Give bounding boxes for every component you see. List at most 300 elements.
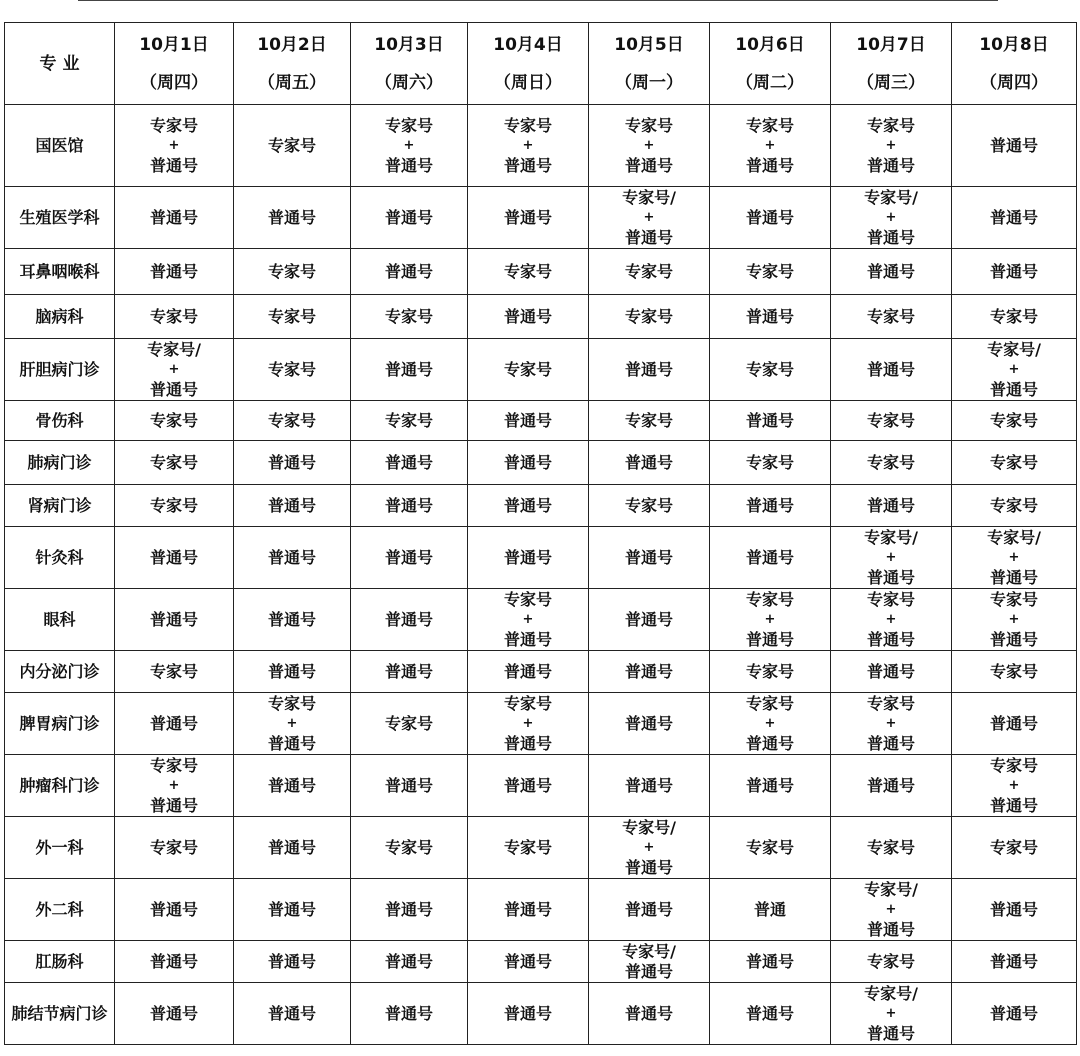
schedule-cell xyxy=(952,651,1077,693)
schedule-cell xyxy=(710,441,831,485)
schedule-cell xyxy=(351,339,468,401)
registration-type-text: 专家号 xyxy=(866,452,915,472)
schedule-cell xyxy=(589,295,710,339)
registration-type-text: 普通号 xyxy=(267,495,316,515)
registration-type-text: + xyxy=(1008,611,1020,627)
registration-type-text: 普通号 xyxy=(866,495,915,515)
schedule-cell xyxy=(234,693,351,755)
schedule-cell xyxy=(952,105,1077,187)
registration-type-text: + xyxy=(764,715,776,731)
schedule-cell xyxy=(710,249,831,295)
schedule-cell xyxy=(952,187,1077,249)
schedule-body xyxy=(5,105,1077,1045)
schedule-cell xyxy=(952,295,1077,339)
schedule-cell xyxy=(710,755,831,817)
schedule-cell xyxy=(115,401,234,441)
schedule-cell xyxy=(115,187,234,249)
schedule-cell xyxy=(952,527,1077,589)
schedule-cell xyxy=(234,589,351,651)
schedule-cell xyxy=(952,339,1077,401)
schedule-cell xyxy=(589,105,710,187)
registration-type-text: 普通号 xyxy=(745,775,794,795)
schedule-cell xyxy=(589,339,710,401)
table-row xyxy=(5,295,1077,339)
table-row xyxy=(5,817,1077,879)
schedule-cell xyxy=(468,817,589,879)
registration-type-text: 专家号 xyxy=(745,115,794,135)
schedule-cell xyxy=(831,941,952,983)
registration-type-text: 普通号 xyxy=(624,547,673,567)
table-row xyxy=(5,249,1077,295)
schedule-cell xyxy=(115,941,234,983)
registration-type-text: 普通号 xyxy=(745,629,794,649)
weekday-label: （周四） xyxy=(140,72,208,93)
registration-type-text: 普通号 xyxy=(624,359,673,379)
registration-type-text: 普通号 xyxy=(149,207,198,227)
registration-type-text: 专家号 xyxy=(384,837,433,857)
schedule-cell xyxy=(468,441,589,485)
registration-type-text: + xyxy=(1008,361,1020,377)
department-cell: 骨伤科 xyxy=(5,401,115,441)
schedule-cell xyxy=(468,755,589,817)
registration-type-text: 专家号 xyxy=(624,115,673,135)
department-cell: 外二科 xyxy=(5,879,115,941)
registration-type-text: 普通号 xyxy=(745,1003,794,1023)
schedule-cell xyxy=(468,249,589,295)
registration-type-text: + xyxy=(885,137,897,153)
registration-type-text: 专家号 xyxy=(503,837,552,857)
registration-type-text: + xyxy=(764,611,776,627)
registration-type-text: 普通号 xyxy=(745,547,794,567)
registration-type-text: 专家号 xyxy=(745,261,794,281)
registration-type-text: 普通号 xyxy=(866,733,915,753)
schedule-cell xyxy=(234,941,351,983)
registration-type-text: 普通号 xyxy=(624,452,673,472)
registration-type-text: + xyxy=(403,137,415,153)
registration-type-text: 普通号 xyxy=(624,775,673,795)
registration-type-text: 普通号 xyxy=(267,609,316,629)
registration-type-text: 普通号 xyxy=(745,733,794,753)
schedule-cell xyxy=(831,651,952,693)
registration-type-text: 专家号 xyxy=(624,495,673,515)
table-row xyxy=(5,941,1077,983)
schedule-cell xyxy=(589,249,710,295)
registration-type-text: 普通号 xyxy=(384,359,433,379)
schedule-cell xyxy=(351,941,468,983)
department-cell: 肿瘤科门诊 xyxy=(5,755,115,817)
registration-type-text: 专家号 xyxy=(989,495,1038,515)
schedule-cell xyxy=(351,983,468,1045)
schedule-cell xyxy=(234,879,351,941)
schedule-cell xyxy=(234,339,351,401)
schedule-cell xyxy=(234,105,351,187)
registration-type-text: + xyxy=(885,209,897,225)
registration-type-text: 普通号 xyxy=(989,951,1038,971)
registration-type-text: 普通号 xyxy=(503,207,552,227)
schedule-cell xyxy=(468,589,589,651)
schedule-cell xyxy=(831,339,952,401)
schedule-cell xyxy=(831,295,952,339)
schedule-cell xyxy=(710,693,831,755)
registration-type-text: 专家号 xyxy=(989,452,1038,472)
weekday-label: （周三） xyxy=(857,72,925,93)
registration-type-text: 普通号 xyxy=(989,713,1038,733)
schedule-cell xyxy=(115,589,234,651)
registration-type-text: 普通号 xyxy=(149,1003,198,1023)
schedule-cell xyxy=(831,441,952,485)
registration-type-text: 专家号 xyxy=(624,306,673,326)
department-cell: 肛肠科 xyxy=(5,941,115,983)
registration-type-text: 普通号 xyxy=(745,207,794,227)
schedule-cell xyxy=(831,105,952,187)
table-row xyxy=(5,485,1077,527)
registration-type-text: 普通号 xyxy=(624,961,673,981)
date-label: 10月6日 xyxy=(735,34,805,55)
registration-type-text: 专家号 xyxy=(384,115,433,135)
registration-type-text: 普通号 xyxy=(745,410,794,430)
registration-type-text: 普通号 xyxy=(989,135,1038,155)
registration-type-text: 专家号 xyxy=(503,115,552,135)
date-label: 10月3日 xyxy=(374,34,444,55)
registration-type-text: 普通号 xyxy=(503,733,552,753)
registration-type-text: + xyxy=(168,361,180,377)
registration-type-text: 专家号 xyxy=(989,755,1038,775)
registration-type-text: + xyxy=(643,839,655,855)
registration-type-text: 专家号/ xyxy=(622,941,676,961)
registration-type-text: + xyxy=(885,1005,897,1021)
registration-type-text: 专家号 xyxy=(989,306,1038,326)
registration-type-text: 普通号 xyxy=(624,713,673,733)
registration-type-text: 专家号 xyxy=(267,359,316,379)
schedule-cell xyxy=(952,817,1077,879)
schedule-cell xyxy=(589,693,710,755)
table-row xyxy=(5,651,1077,693)
schedule-cell xyxy=(952,755,1077,817)
schedule-cell xyxy=(831,755,952,817)
registration-type-text: 专家号 xyxy=(989,589,1038,609)
header-row xyxy=(5,23,1077,105)
registration-type-text: 专家号 xyxy=(745,359,794,379)
registration-type-text: 专家号/ xyxy=(864,983,918,1003)
schedule-cell xyxy=(468,295,589,339)
registration-type-text: 普通号 xyxy=(149,609,198,629)
schedule-cell xyxy=(589,755,710,817)
schedule-cell xyxy=(589,187,710,249)
schedule-cell xyxy=(952,401,1077,441)
schedule-cell xyxy=(468,941,589,983)
registration-type-text: 普通号 xyxy=(624,155,673,175)
registration-type-text: 普通号 xyxy=(503,452,552,472)
registration-type-text: + xyxy=(168,777,180,793)
table-row xyxy=(5,693,1077,755)
schedule-cell xyxy=(952,589,1077,651)
schedule-cell xyxy=(351,401,468,441)
department-cell: 脑病科 xyxy=(5,295,115,339)
holiday-schedule-table xyxy=(4,22,1077,1045)
registration-type-text: 专家号 xyxy=(866,837,915,857)
registration-type-text: + xyxy=(522,137,534,153)
schedule-cell xyxy=(710,527,831,589)
registration-type-text: 普通号 xyxy=(384,452,433,472)
weekday-label: （周日） xyxy=(494,72,562,93)
registration-type-text: 专家号 xyxy=(745,693,794,713)
schedule-cell xyxy=(952,879,1077,941)
table-row xyxy=(5,187,1077,249)
registration-type-text: 专家号 xyxy=(989,661,1038,681)
registration-type-text: 专家号 xyxy=(384,306,433,326)
registration-type-text: 专家号 xyxy=(267,261,316,281)
date-label: 10月1日 xyxy=(139,34,209,55)
date-header xyxy=(589,23,710,105)
schedule-cell xyxy=(351,817,468,879)
department-cell: 生殖医学科 xyxy=(5,187,115,249)
schedule-cell xyxy=(589,941,710,983)
schedule-cell xyxy=(234,817,351,879)
registration-type-text: 普通号 xyxy=(503,661,552,681)
schedule-cell xyxy=(831,983,952,1045)
registration-type-text: 专家号 xyxy=(866,951,915,971)
registration-type-text: 专家号 xyxy=(149,837,198,857)
registration-type-text: 普通号 xyxy=(267,1003,316,1023)
registration-type-text: 专家号 xyxy=(267,693,316,713)
schedule-cell xyxy=(589,441,710,485)
schedule-cell xyxy=(710,105,831,187)
registration-type-text: 普通号 xyxy=(624,661,673,681)
schedule-cell xyxy=(952,941,1077,983)
registration-type-text: 普通号 xyxy=(503,155,552,175)
registration-type-text: 专家号 xyxy=(149,306,198,326)
date-header xyxy=(831,23,952,105)
registration-type-text: 普通号 xyxy=(384,495,433,515)
schedule-cell xyxy=(831,693,952,755)
registration-type-text: 专家号/ xyxy=(864,879,918,899)
registration-type-text: 普通号 xyxy=(267,207,316,227)
registration-type-text: 普通号 xyxy=(989,795,1038,815)
table-row xyxy=(5,755,1077,817)
registration-type-text: 专家号 xyxy=(503,589,552,609)
department-cell: 肾病门诊 xyxy=(5,485,115,527)
schedule-cell xyxy=(589,401,710,441)
registration-type-text: 普通号 xyxy=(624,609,673,629)
registration-type-text: 专家号 xyxy=(745,452,794,472)
registration-type-text: 普通号 xyxy=(384,547,433,567)
registration-type-text: 专家号/ xyxy=(864,527,918,547)
registration-type-text: 普通号 xyxy=(745,951,794,971)
schedule-cell xyxy=(351,755,468,817)
registration-type-text: 普通号 xyxy=(866,775,915,795)
registration-type-text: 普通号 xyxy=(267,452,316,472)
registration-type-text: 普通号 xyxy=(866,155,915,175)
registration-type-text: + xyxy=(643,137,655,153)
schedule-cell xyxy=(234,485,351,527)
date-label: 10月7日 xyxy=(856,34,926,55)
registration-type-text: 专家号 xyxy=(624,410,673,430)
schedule-cell xyxy=(234,187,351,249)
schedule-cell xyxy=(710,187,831,249)
registration-type-text: 专家号 xyxy=(745,661,794,681)
registration-type-text: + xyxy=(168,137,180,153)
department-cell: 眼科 xyxy=(5,589,115,651)
registration-type-text: 普通号 xyxy=(384,951,433,971)
registration-type-text: 普通号 xyxy=(149,379,198,399)
registration-type-text: 专家号 xyxy=(149,755,198,775)
registration-type-text: 普通号 xyxy=(384,775,433,795)
registration-type-text: 普通号 xyxy=(384,899,433,919)
department-cell: 肺结节病门诊 xyxy=(5,983,115,1045)
schedule-cell xyxy=(589,651,710,693)
date-header xyxy=(952,23,1077,105)
registration-type-text: 普通号 xyxy=(503,629,552,649)
schedule-cell xyxy=(351,485,468,527)
date-header xyxy=(468,23,589,105)
registration-type-text: 专家号 xyxy=(866,589,915,609)
registration-type-text: 普通号 xyxy=(989,207,1038,227)
weekday-label: （周一） xyxy=(615,72,683,93)
schedule-cell xyxy=(589,485,710,527)
registration-type-text: 专家号 xyxy=(989,837,1038,857)
weekday-label: （周五） xyxy=(258,72,326,93)
registration-type-text: 专家号 xyxy=(384,410,433,430)
schedule-cell xyxy=(115,983,234,1045)
registration-type-text: 普通号 xyxy=(989,261,1038,281)
registration-type-text: 专家号 xyxy=(149,452,198,472)
registration-type-text: 普通号 xyxy=(267,661,316,681)
registration-type-text: 普通号 xyxy=(384,261,433,281)
registration-type-text: 专家号/ xyxy=(987,527,1041,547)
registration-type-text: 普通号 xyxy=(866,227,915,247)
schedule-cell xyxy=(710,295,831,339)
schedule-cell xyxy=(468,187,589,249)
registration-type-text: 专家号 xyxy=(745,589,794,609)
registration-type-text: + xyxy=(764,137,776,153)
schedule-cell xyxy=(234,441,351,485)
registration-type-text: 普通号 xyxy=(267,775,316,795)
registration-type-text: 专家号 xyxy=(866,693,915,713)
registration-type-text: + xyxy=(522,611,534,627)
department-cell: 内分泌门诊 xyxy=(5,651,115,693)
registration-type-text: 普通号 xyxy=(989,379,1038,399)
schedule-cell xyxy=(115,105,234,187)
schedule-cell xyxy=(831,527,952,589)
registration-type-text: 专家号 xyxy=(745,837,794,857)
schedule-cell xyxy=(351,441,468,485)
registration-type-text: 专家号 xyxy=(503,359,552,379)
registration-type-text: 普通号 xyxy=(866,1023,915,1043)
registration-type-text: 普通号 xyxy=(503,410,552,430)
registration-type-text: 普通号 xyxy=(267,733,316,753)
registration-type-text: 普通号 xyxy=(503,775,552,795)
registration-type-text: 普通号 xyxy=(989,1003,1038,1023)
table-row xyxy=(5,401,1077,441)
table-row xyxy=(5,983,1077,1045)
schedule-cell xyxy=(589,983,710,1045)
schedule-cell xyxy=(468,339,589,401)
registration-type-text: 普通号 xyxy=(745,155,794,175)
registration-type-text: 普通号 xyxy=(745,495,794,515)
registration-type-text: 专家号 xyxy=(989,410,1038,430)
schedule-cell xyxy=(831,589,952,651)
table-row xyxy=(5,589,1077,651)
registration-type-text: 普通号 xyxy=(149,261,198,281)
weekday-label: （周二） xyxy=(736,72,804,93)
schedule-cell xyxy=(115,755,234,817)
schedule-cell xyxy=(710,941,831,983)
schedule-cell xyxy=(115,817,234,879)
registration-type-text: 普通号 xyxy=(624,857,673,877)
registration-type-text: 普通号 xyxy=(866,919,915,939)
registration-type-text: 专家号 xyxy=(149,115,198,135)
table-row xyxy=(5,527,1077,589)
registration-type-text: 普通号 xyxy=(384,1003,433,1023)
schedule-cell xyxy=(468,693,589,755)
registration-type-text: + xyxy=(885,901,897,917)
specialty-header: 专 业 xyxy=(5,23,115,105)
schedule-cell xyxy=(115,295,234,339)
registration-type-text: 专家号 xyxy=(624,261,673,281)
schedule-cell xyxy=(115,441,234,485)
registration-type-text: 普通号 xyxy=(149,547,198,567)
registration-type-text: 普通号 xyxy=(989,899,1038,919)
registration-type-text: 普通号 xyxy=(503,899,552,919)
registration-type-text: 普通号 xyxy=(866,567,915,587)
schedule-cell xyxy=(831,485,952,527)
registration-type-text: 普通 xyxy=(753,899,786,919)
schedule-cell xyxy=(710,339,831,401)
department-cell: 外一科 xyxy=(5,817,115,879)
schedule-cell xyxy=(234,651,351,693)
registration-type-text: 专家号 xyxy=(866,306,915,326)
registration-type-text: 普通号 xyxy=(503,1003,552,1023)
schedule-cell xyxy=(952,485,1077,527)
registration-type-text: 普通号 xyxy=(267,837,316,857)
schedule-cell xyxy=(115,249,234,295)
date-header xyxy=(351,23,468,105)
schedule-cell xyxy=(589,589,710,651)
schedule-cell xyxy=(831,401,952,441)
registration-type-text: 专家号 xyxy=(267,135,316,155)
registration-type-text: 专家号 xyxy=(503,693,552,713)
schedule-cell xyxy=(831,879,952,941)
registration-type-text: 专家号/ xyxy=(864,187,918,207)
schedule-cell xyxy=(589,879,710,941)
schedule-cell xyxy=(589,817,710,879)
registration-type-text: + xyxy=(643,209,655,225)
registration-type-text: 专家号 xyxy=(866,410,915,430)
registration-type-text: 专家号/ xyxy=(147,339,201,359)
date-label: 10月8日 xyxy=(979,34,1049,55)
schedule-cell xyxy=(468,651,589,693)
schedule-cell xyxy=(710,401,831,441)
schedule-cell xyxy=(234,401,351,441)
registration-type-text: + xyxy=(522,715,534,731)
department-cell: 肝胆病门诊 xyxy=(5,339,115,401)
registration-type-text: 普通号 xyxy=(384,155,433,175)
table-row xyxy=(5,105,1077,187)
table-row xyxy=(5,441,1077,485)
schedule-cell xyxy=(952,249,1077,295)
registration-type-text: 普通号 xyxy=(745,306,794,326)
date-header xyxy=(234,23,351,105)
table-row xyxy=(5,879,1077,941)
registration-type-text: 普通号 xyxy=(624,1003,673,1023)
registration-type-text: 专家号/ xyxy=(622,817,676,837)
schedule-cell xyxy=(115,879,234,941)
department-cell: 国医馆 xyxy=(5,105,115,187)
schedule-cell xyxy=(710,983,831,1045)
registration-type-text: 专家号 xyxy=(149,661,198,681)
schedule-cell xyxy=(234,249,351,295)
schedule-cell xyxy=(468,105,589,187)
